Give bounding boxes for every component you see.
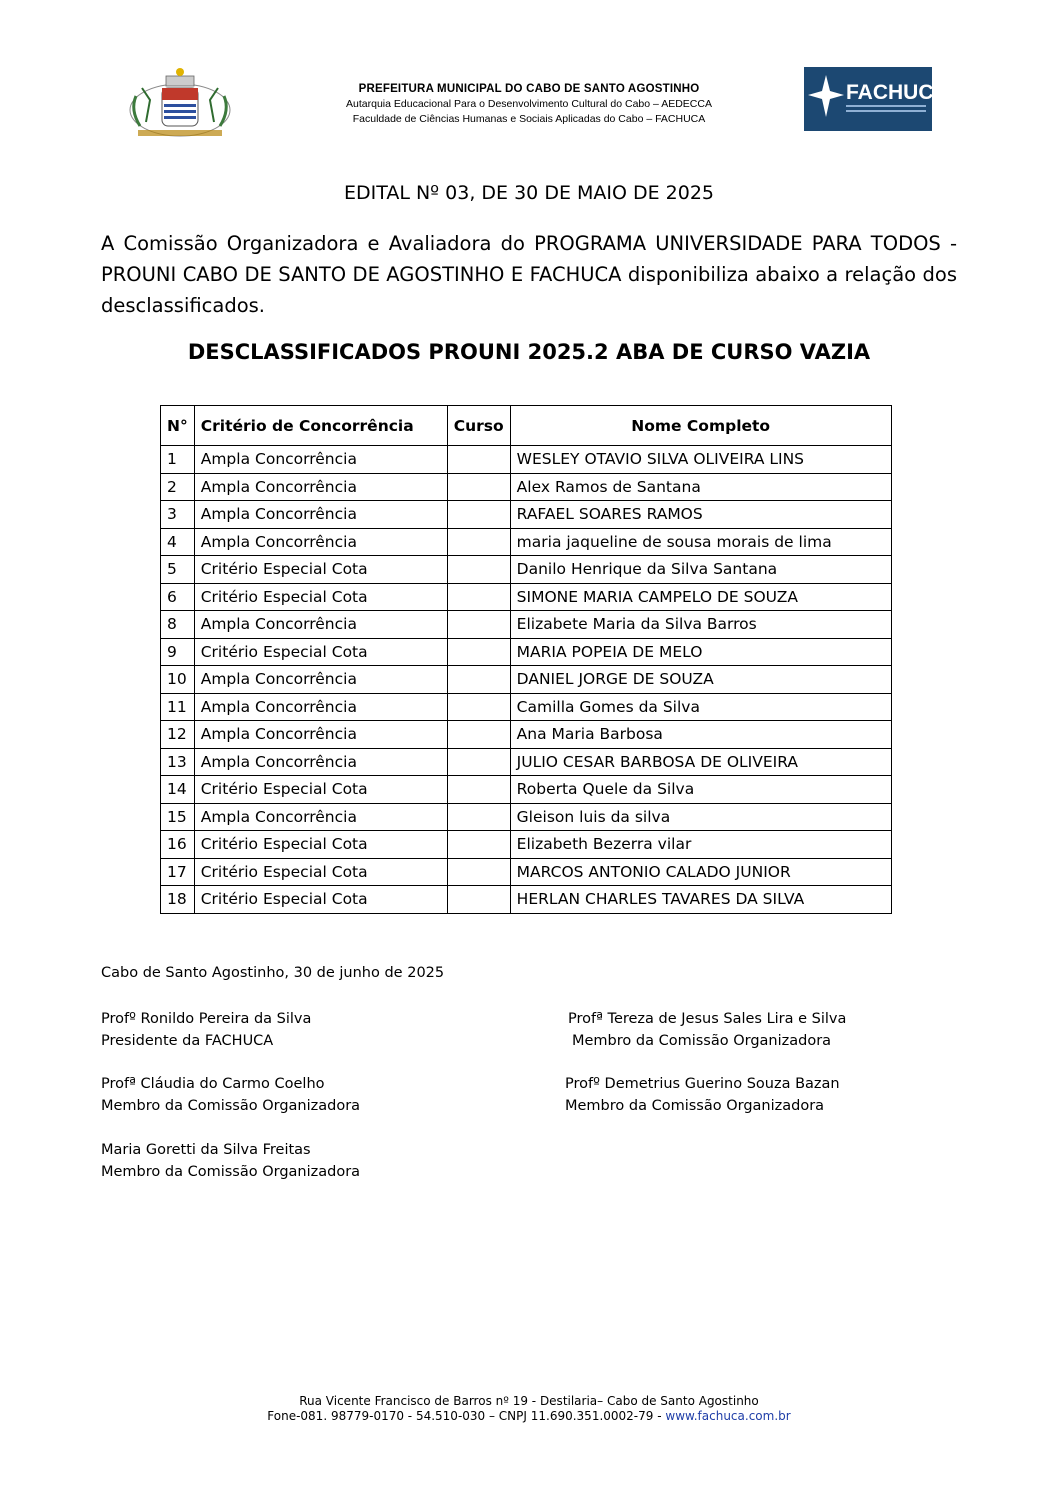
page-footer (0, 1394, 1058, 1424)
row-criterio: Critério Especial Cota (194, 776, 447, 804)
row-nome: MARIA POPEIA DE MELO (510, 638, 891, 666)
signature-role: Membro da Comissão Organizadora (101, 1098, 361, 1114)
row-curso (447, 831, 510, 859)
header-curso: Curso (447, 406, 510, 446)
row-curso (447, 501, 510, 529)
row-nome: HERLAN CHARLES TAVARES DA SILVA (510, 886, 891, 914)
row-nome: RAFAEL SOARES RAMOS (510, 501, 891, 529)
row-number: 12 (161, 721, 195, 749)
row-number: 8 (161, 611, 195, 639)
row-criterio: Ampla Concorrência (194, 501, 447, 529)
row-curso (447, 803, 510, 831)
signature-role: Presidente da FACHUCA (101, 1033, 274, 1049)
row-curso (447, 666, 510, 694)
row-criterio: Ampla Concorrência (194, 693, 447, 721)
table-row (161, 501, 892, 529)
signature-role: Membro da Comissão Organizadora (565, 1098, 825, 1114)
signature-name: Profº Demetrius Guerino Souza Bazan (565, 1076, 840, 1092)
row-nome: Ana Maria Barbosa (510, 721, 891, 749)
row-criterio: Ampla Concorrência (194, 666, 447, 694)
table-row (161, 693, 892, 721)
row-number: 18 (161, 886, 195, 914)
table-row (161, 721, 892, 749)
row-number: 10 (161, 666, 195, 694)
table-row (161, 886, 892, 914)
table-row (161, 473, 892, 501)
row-nome: Alex Ramos de Santana (510, 473, 891, 501)
header-number: N° (161, 406, 195, 446)
row-number: 4 (161, 528, 195, 556)
row-criterio: Ampla Concorrência (194, 611, 447, 639)
row-curso (447, 473, 510, 501)
footer-contact (0, 1409, 1058, 1424)
row-curso (447, 556, 510, 584)
row-criterio: Critério Especial Cota (194, 831, 447, 859)
signature-block (565, 1073, 840, 1117)
row-criterio: Critério Especial Cota (194, 638, 447, 666)
row-number: 11 (161, 693, 195, 721)
row-criterio: Ampla Concorrência (194, 528, 447, 556)
signature-role: Membro da Comissão Organizadora (101, 1164, 361, 1180)
footer-contact-text: Fone-081. 98779-0170 - 54.510-030 – CNPJ 11.690.351.0002-79 - (267, 1409, 662, 1423)
row-criterio: Critério Especial Cota (194, 858, 447, 886)
table-row (161, 666, 892, 694)
disqualified-table (160, 405, 892, 914)
signature-block (568, 1008, 846, 1052)
row-number: 14 (161, 776, 195, 804)
table-row (161, 556, 892, 584)
row-nome: Camilla Gomes da Silva (510, 693, 891, 721)
row-nome: Gleison luis da silva (510, 803, 891, 831)
row-number: 5 (161, 556, 195, 584)
row-nome: WESLEY OTAVIO SILVA OLIVEIRA LINS (510, 446, 891, 474)
signature-name: Maria Goretti da Silva Freitas (101, 1142, 311, 1158)
row-number: 16 (161, 831, 195, 859)
row-curso (447, 748, 510, 776)
row-nome: JULIO CESAR BARBOSA DE OLIVEIRA (510, 748, 891, 776)
institution-header (262, 82, 796, 127)
table-row (161, 583, 892, 611)
document-title: DESCLASSIFICADOS PROUNI 2025.2 ABA DE CURSO VAZIA (187, 340, 871, 364)
place-date: Cabo de Santo Agostinho, 30 de junho de 2025 (101, 965, 445, 981)
row-curso (447, 721, 510, 749)
row-curso (447, 858, 510, 886)
row-curso (447, 446, 510, 474)
row-number: 6 (161, 583, 195, 611)
row-criterio: Critério Especial Cota (194, 556, 447, 584)
table-row (161, 776, 892, 804)
intro-paragraph: A Comissão Organizadora e Avaliadora do PROGRAMA UNIVERSIDADE PARA TODOS - PROUNI CABO DE SANTO DE AGOSTINHO E FACHUCA disponibiliza abaixo a relação dos desclassificados. (101, 232, 957, 317)
table-row (161, 446, 892, 474)
website-link[interactable]: www.fachuca.com.br (665, 1409, 791, 1423)
municipal-crest-logo (128, 66, 232, 140)
table-row (161, 611, 892, 639)
row-curso (447, 776, 510, 804)
header-line-1: PREFEITURA MUNICIPAL DO CABO DE SANTO AGOSTINHO (358, 83, 700, 95)
signature-role: Membro da Comissão Organizadora (572, 1033, 832, 1049)
row-curso (447, 886, 510, 914)
row-number: 3 (161, 501, 195, 529)
row-nome: MARCOS ANTONIO CALADO JUNIOR (510, 858, 891, 886)
row-number: 13 (161, 748, 195, 776)
row-number: 1 (161, 446, 195, 474)
row-nome: Danilo Henrique da Silva Santana (510, 556, 891, 584)
row-nome: Elizabete Maria da Silva Barros (510, 611, 891, 639)
row-number: 2 (161, 473, 195, 501)
header-nome: Nome Completo (510, 406, 891, 446)
row-criterio: Ampla Concorrência (194, 803, 447, 831)
table-row (161, 858, 892, 886)
fachuca-logo-text: FACHUCA (846, 81, 949, 104)
signature-block (101, 1073, 360, 1117)
row-nome: maria jaqueline de sousa morais de lima (510, 528, 891, 556)
row-criterio: Critério Especial Cota (194, 583, 447, 611)
table-header-row (161, 406, 892, 446)
row-number: 15 (161, 803, 195, 831)
row-curso (447, 583, 510, 611)
row-nome: DANIEL JORGE DE SOUZA (510, 666, 891, 694)
row-curso (447, 693, 510, 721)
table-row (161, 803, 892, 831)
row-number: 9 (161, 638, 195, 666)
signature-block (101, 1139, 360, 1183)
row-curso (447, 611, 510, 639)
signature-name: Profª Cláudia do Carmo Coelho (101, 1076, 325, 1092)
header-line-3: Faculdade de Ciências Humanas e Sociais Aplicadas do Cabo – FACHUCA (352, 113, 706, 125)
row-nome: SIMONE MARIA CAMPELO DE SOUZA (510, 583, 891, 611)
row-curso (447, 638, 510, 666)
edital-heading: EDITAL Nº 03, DE 30 DE MAIO DE 2025 (343, 182, 715, 204)
signature-name: Profª Tereza de Jesus Sales Lira e Silva (568, 1011, 847, 1027)
table-row (161, 748, 892, 776)
header-line-2: Autarquia Educacional Para o Desenvolvimento Cultural do Cabo – AEDECCA (346, 98, 712, 110)
row-criterio: Ampla Concorrência (194, 748, 447, 776)
row-criterio: Ampla Concorrência (194, 721, 447, 749)
row-curso (447, 528, 510, 556)
row-nome: Roberta Quele da Silva (510, 776, 891, 804)
row-criterio: Critério Especial Cota (194, 886, 447, 914)
row-nome: Elizabeth Bezerra vilar (510, 831, 891, 859)
table-row (161, 528, 892, 556)
table-row (161, 831, 892, 859)
signature-name: Profº Ronildo Pereira da Silva (101, 1011, 312, 1027)
row-number: 17 (161, 858, 195, 886)
row-criterio: Ampla Concorrência (194, 473, 447, 501)
fachuca-logo (804, 67, 949, 131)
row-criterio: Ampla Concorrência (194, 446, 447, 474)
header-criterio: Critério de Concorrência (194, 406, 447, 446)
signature-block (101, 1008, 311, 1052)
table-row (161, 638, 892, 666)
footer-address: Rua Vicente Francisco de Barros nº 19 - Destilaria– Cabo de Santo Agostinho (299, 1394, 759, 1408)
